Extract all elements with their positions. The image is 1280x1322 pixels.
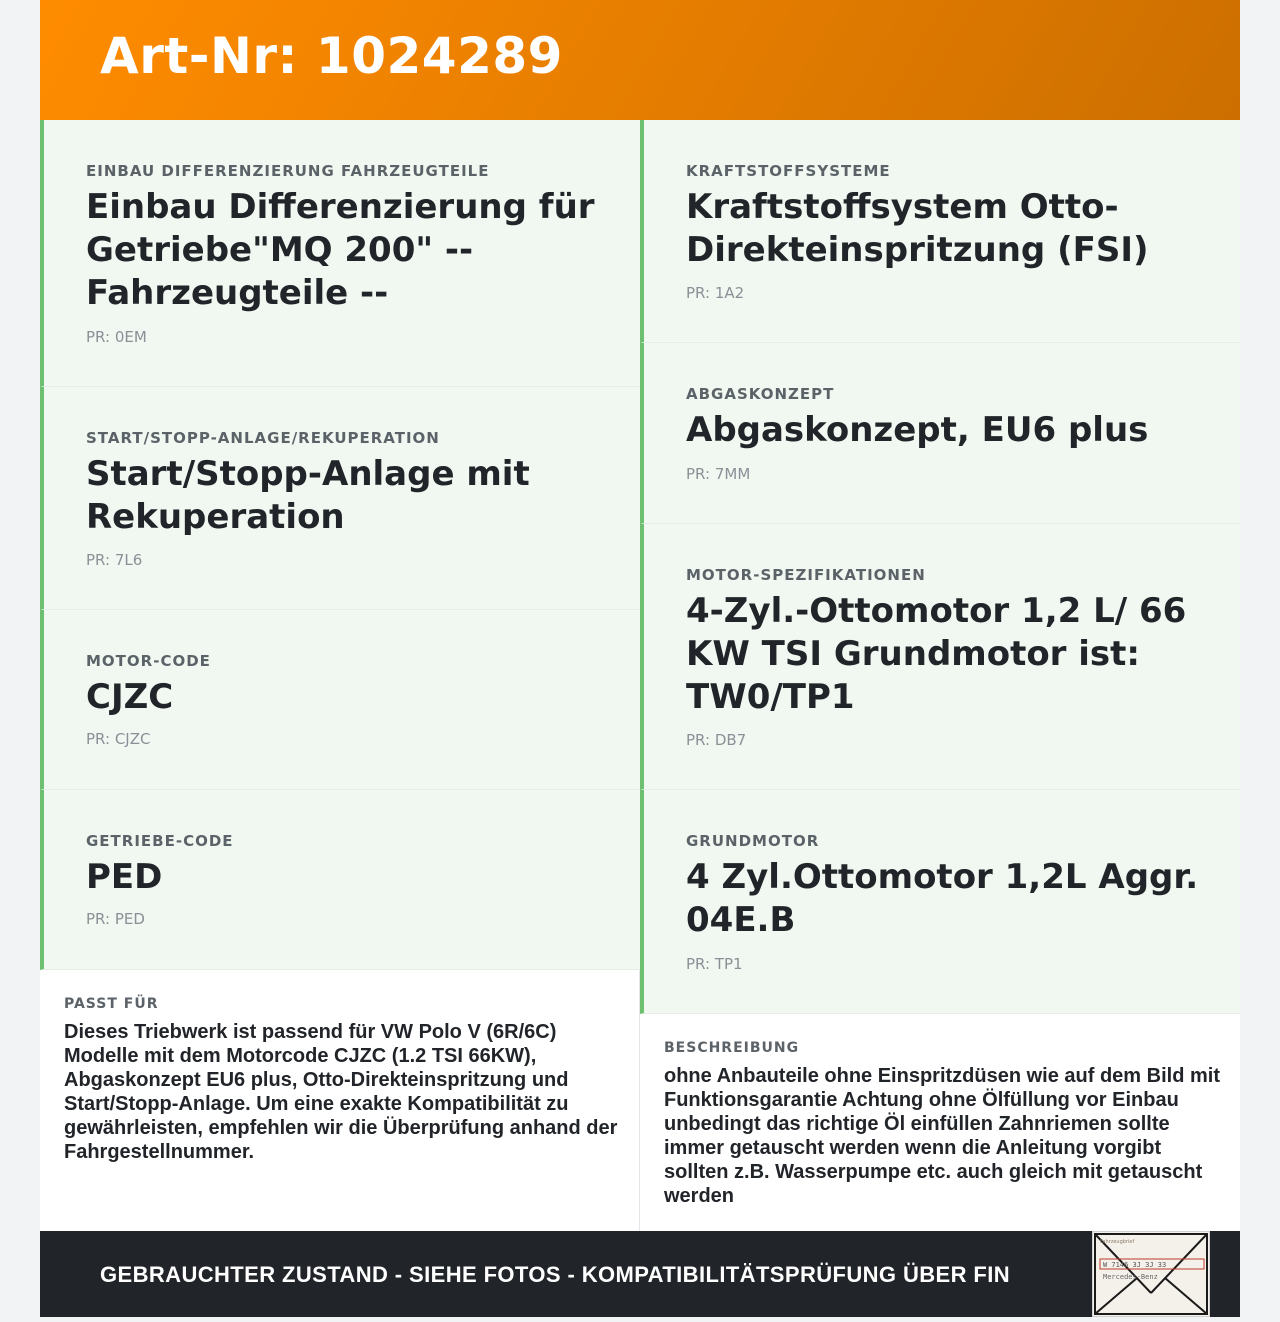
spec-label: GRUNDMOTOR xyxy=(686,832,820,850)
spec-pr-code: PR: TP1 xyxy=(686,955,743,973)
spec-card-grundmotor xyxy=(640,790,1240,1014)
spec-pr-code: PR: DB7 xyxy=(686,731,747,749)
spec-pr-code: PR: 0EM xyxy=(86,328,147,346)
spec-value: Einbau Differenzierung für Getriebe"MQ 200" -- Fahrzeugteile -- xyxy=(86,187,595,313)
spec-value: Start/Stopp-Anlage mit Rekuperation xyxy=(86,454,530,537)
vehicle-document-thumbnail xyxy=(1092,1231,1210,1317)
spec-value: Kraftstoffsystem Otto-Direkteinspritzung (FSI) xyxy=(686,187,1149,270)
header-banner xyxy=(40,0,1240,120)
column-divider xyxy=(639,970,640,1231)
spec-label: EINBAU DIFFERENZIERUNG FAHRZEUGTEILE xyxy=(86,162,490,180)
spec-label: KRAFTSTOFFSYSTEME xyxy=(686,162,891,180)
fits-text: Dieses Triebwerk ist passend für VW Polo V (6R/6C) Modelle mit dem Motorcode CJZC (1.2 TSI 66KW), Abgaskonzept EU6 plus, Otto-Direkteinspritzung und Start/Stopp-Anlage. Um eine exakte Kompatibilität zu gewährleisten, empfehlen wir die Überprüfung anhand der Fahrgestellnummer. xyxy=(64,1021,618,1163)
description-section xyxy=(640,1014,1240,1231)
product-sheet xyxy=(40,0,1240,1317)
spec-pr-code: PR: 7MM xyxy=(686,465,751,483)
spec-card-motor-code xyxy=(40,610,640,790)
fits-label: PASST FÜR xyxy=(64,996,159,1012)
spec-label: GETRIEBE-CODE xyxy=(86,832,234,850)
spec-pr-code: PR: 7L6 xyxy=(86,551,143,569)
document-envelope-icon xyxy=(1092,1231,1210,1317)
svg-text:W 7146 3J 3J 33: W 7146 3J 3J 33 xyxy=(1103,1261,1167,1269)
spec-value: PED xyxy=(86,857,163,897)
footer-notice: GEBRAUCHTER ZUSTAND - SIEHE FOTOS - KOMPATIBILITÄTSPRÜFUNG ÜBER FIN xyxy=(100,1262,1011,1287)
spec-value: 4 Zyl.Ottomotor 1,2L Aggr. 04E.B xyxy=(686,857,1199,940)
spec-label: START/STOPP-ANLAGE/REKUPERATION xyxy=(86,429,440,447)
spec-value: 4-Zyl.-Ottomotor 1,2 L/ 66 KW TSI Grundmotor ist: TW0/TP1 xyxy=(686,591,1187,717)
svg-text:Fahrzeugbrief: Fahrzeugbrief xyxy=(1100,1239,1135,1245)
spec-value: Abgaskonzept, EU6 plus xyxy=(686,410,1149,450)
spec-label: MOTOR-SPEZIFIKATIONEN xyxy=(686,566,926,584)
spec-value: CJZC xyxy=(86,677,174,717)
spec-label: ABGASKONZEPT xyxy=(686,385,835,403)
spec-card-einbau-differenzierung xyxy=(40,120,640,387)
spec-card-motor-spezifikationen xyxy=(640,524,1240,790)
svg-text:Mercedes-Benz: Mercedes-Benz xyxy=(1103,1273,1158,1281)
spec-pr-code: PR: 1A2 xyxy=(686,284,745,302)
spec-pr-code: PR: PED xyxy=(86,910,145,928)
spec-card-abgaskonzept xyxy=(640,343,1240,524)
article-number-title: Art-Nr: 1024289 xyxy=(100,27,563,85)
spec-card-start-stopp xyxy=(40,387,640,610)
description-label: BESCHREIBUNG xyxy=(664,1040,800,1056)
spec-pr-code: PR: CJZC xyxy=(86,730,151,748)
spec-card-kraftstoffsysteme xyxy=(640,120,1240,343)
description-text: ohne Anbauteile ohne Einspritzdüsen wie auf dem Bild mit Funktionsgarantie Achtung ohne Ölfüllung vor Einbau unbedingt das richtige Öl einfüllen Zahnriemen sollte immer getauscht werden wenn die Anleitung vorgibt sollten z.B. Wasserpumpe etc. auch gleich mit getauscht werden xyxy=(664,1065,1220,1207)
footer-bar xyxy=(40,1231,1240,1317)
spec-label: MOTOR-CODE xyxy=(86,652,211,670)
fits-section xyxy=(40,970,640,1231)
spec-card-getriebe-code xyxy=(40,790,640,970)
